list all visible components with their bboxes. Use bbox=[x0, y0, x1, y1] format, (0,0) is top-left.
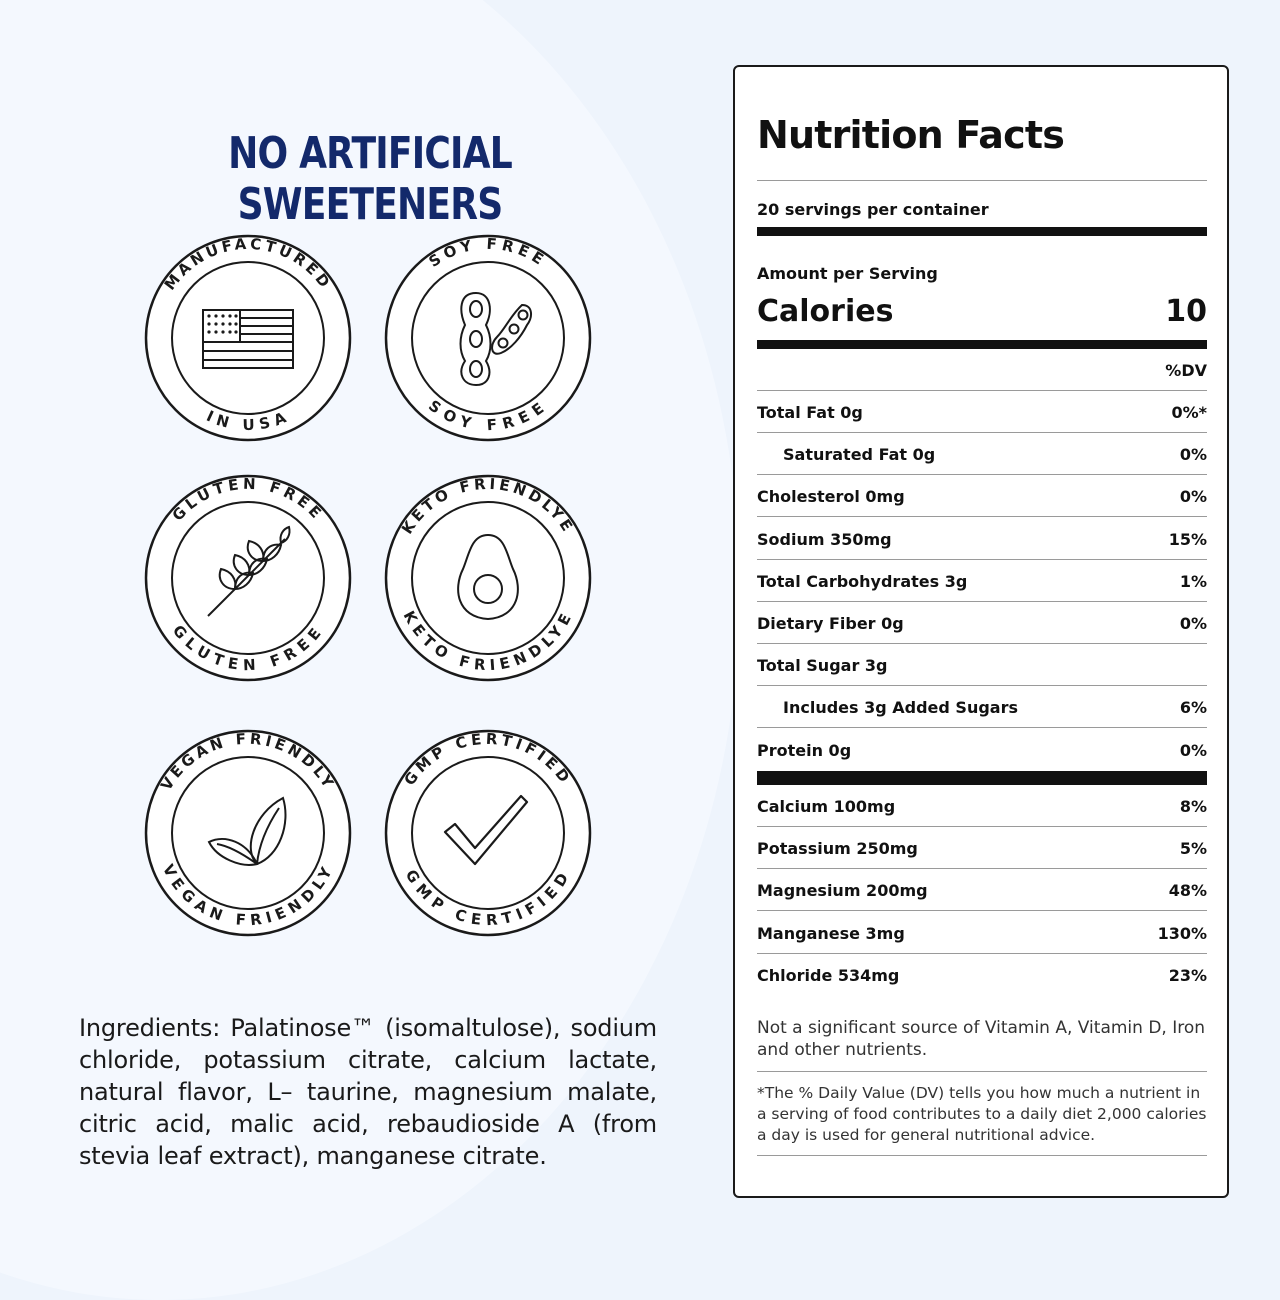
nutrient-label: Cholesterol 0mg bbox=[757, 487, 905, 507]
mineral-dv: 5% bbox=[1179, 839, 1207, 859]
mineral-row bbox=[757, 827, 1207, 869]
thick-divider bbox=[757, 340, 1207, 349]
badge-top-text: GLUTEN FREE bbox=[168, 474, 328, 525]
daily-value-footnote: *The % Daily Value (DV) tells you how much a nutrient in a serving of food contributes to a daily diet 2,000 calories a day is used for general nutritional advice. bbox=[757, 1084, 1207, 1144]
dv-header: %DV bbox=[1165, 361, 1207, 380]
mineral-label: Potassium 250mg bbox=[757, 839, 918, 859]
nutrient-label: Total Carbohydrates 3g bbox=[757, 571, 968, 591]
gluten-badge-svg bbox=[143, 473, 353, 683]
nutrient-row bbox=[757, 686, 1207, 728]
divider bbox=[757, 1071, 1207, 1072]
badge-top-text: SOY FREE bbox=[425, 234, 551, 271]
nutrient-label: Protein 0g bbox=[757, 740, 852, 760]
badge-bottom-text: GLUTEN FREE bbox=[168, 621, 328, 675]
thick-divider bbox=[757, 771, 1207, 785]
mineral-label: Magnesium 200mg bbox=[757, 881, 928, 901]
calories-label: Calories bbox=[757, 294, 894, 329]
nutrient-label: Sodium 350mg bbox=[757, 529, 892, 549]
nutrient-dv: 0%* bbox=[1171, 403, 1207, 422]
calories-value: 10 bbox=[1165, 294, 1207, 329]
badge-vegan-friendly bbox=[143, 728, 353, 938]
gmp-badge-svg bbox=[383, 728, 593, 938]
mineral-row bbox=[757, 785, 1207, 827]
nutrient-row bbox=[757, 391, 1207, 433]
mineral-label: Manganese 3mg bbox=[757, 923, 905, 943]
badge-top-text: KETO FRIENDLYE bbox=[397, 474, 579, 538]
mineral-label: Calcium 100mg bbox=[757, 797, 896, 816]
badge-bottom-text: SOY FREE bbox=[425, 396, 551, 435]
nutrient-label: Saturated Fat 0g bbox=[783, 445, 936, 465]
servings-text: 20 servings per container bbox=[757, 200, 989, 219]
nutrient-label: Total Sugar 3g bbox=[757, 656, 888, 676]
mineral-dv: 8% bbox=[1179, 797, 1207, 816]
headline: NO ARTIFICIAL SWEETENERS bbox=[228, 128, 512, 230]
badge-top-text: GMP CERTIFIED bbox=[400, 729, 576, 789]
badge-bottom-text: GMP CERTIFIED bbox=[401, 866, 575, 930]
nutrient-dv: 0% bbox=[1179, 445, 1207, 465]
badge-soy-free bbox=[383, 233, 593, 443]
badge-gmp-certified bbox=[383, 728, 593, 938]
mineral-row bbox=[757, 912, 1207, 954]
thick-divider bbox=[757, 227, 1207, 236]
keto-badge-svg bbox=[383, 473, 593, 683]
mineral-dv: 23% bbox=[1168, 965, 1207, 985]
nutrition-title: Nutrition Facts bbox=[757, 113, 1065, 157]
nutrient-row bbox=[757, 475, 1207, 517]
nutrient-row bbox=[757, 518, 1207, 560]
nutrient-label: Dietary Fiber 0g bbox=[757, 614, 904, 633]
manufactured-badge-svg bbox=[143, 233, 353, 443]
mineral-dv: 48% bbox=[1168, 881, 1207, 901]
nutrient-row bbox=[757, 602, 1207, 644]
badge-gluten-free bbox=[143, 473, 353, 683]
not-significant-note: Not a significant source of Vitamin A, Vitamin D, Iron and other nutrients. bbox=[757, 1018, 1206, 1060]
nutrient-row bbox=[757, 560, 1207, 602]
nutrient-dv: 0% bbox=[1179, 740, 1207, 760]
nutrient-label: Includes 3g Added Sugars bbox=[783, 698, 1018, 718]
nutrient-row bbox=[757, 433, 1207, 475]
badge-manufactured-in-usa bbox=[143, 233, 353, 443]
badge-bottom-text: IN USA bbox=[203, 407, 292, 435]
badge-bottom-text: VEGAN FRIENDLY bbox=[158, 861, 338, 930]
nutrient-label: Total Fat 0g bbox=[757, 403, 863, 422]
nutrient-row bbox=[757, 729, 1207, 771]
ingredients-text: Ingredients: Palatinose™ (isomaltulose), sodium chloride, potassium citrate, calcium lactate, natural flavor, L– taurine, magnesium malate, citric acid, malic acid, rebaudioside A (from stevia leaf extract), manganese citrate. bbox=[79, 1014, 657, 1170]
nutrient-dv: 6% bbox=[1179, 698, 1207, 718]
mineral-row bbox=[757, 954, 1207, 996]
nutrient-dv: 1% bbox=[1179, 571, 1207, 591]
nutrient-row bbox=[757, 644, 1207, 686]
divider bbox=[757, 1155, 1207, 1156]
amount-per-serving: Amount per Serving bbox=[757, 264, 938, 283]
vegan-badge-svg bbox=[143, 728, 353, 938]
divider bbox=[757, 180, 1207, 181]
nutrition-facts-panel bbox=[733, 65, 1229, 1198]
nutrient-dv: 0% bbox=[1179, 614, 1207, 633]
soy-badge-svg bbox=[383, 233, 593, 443]
mineral-dv: 130% bbox=[1157, 923, 1207, 943]
mineral-label: Chloride 534mg bbox=[757, 965, 900, 985]
nutrient-dv: 15% bbox=[1168, 529, 1207, 549]
nutrient-dv: 0% bbox=[1179, 487, 1207, 507]
badge-top-text: VEGAN FRIENDLY bbox=[157, 729, 339, 794]
badge-keto-friendly bbox=[383, 473, 593, 683]
badge-bottom-text: KETO FRIENDLYE bbox=[399, 607, 577, 675]
badge-top-text: MANUFACTURED bbox=[160, 234, 336, 294]
mineral-row bbox=[757, 869, 1207, 911]
